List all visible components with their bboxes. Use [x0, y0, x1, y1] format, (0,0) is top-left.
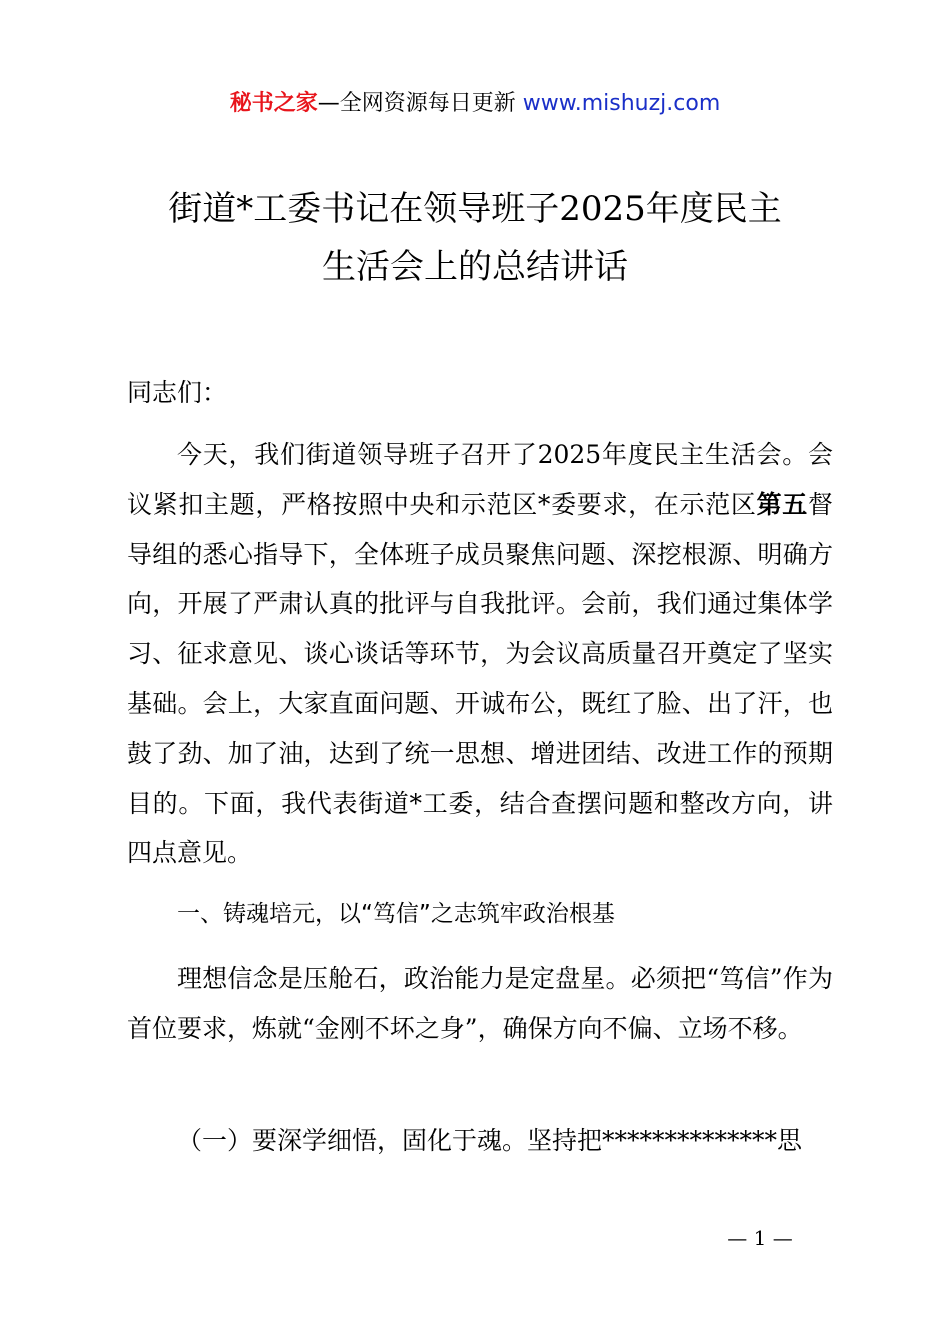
- title-line-1: 街道*工委书记在领导班子2025年度民主: [168, 189, 782, 229]
- salutation: 同志们：: [127, 378, 228, 407]
- header-tagline: —全网资源每日更新: [317, 91, 523, 116]
- paragraph-intro: [127, 430, 833, 878]
- paragraph-intro-part1: 今天，我们街道领导班子召开了2025年度民主生活会。会议紧扣主题，严格按照中央和示范区*委要求，在示范区: [127, 440, 833, 519]
- paragraph-section-1: 理想信念是压舱石，政治能力是定盘星。必须把“笃信”作为首位要求，炼就“金刚不坏之身”，确保方向不偏、立场不移。: [127, 964, 833, 1043]
- section-heading-1: 一、铸魂培元，以“笃信”之志筑牢政治根基: [177, 901, 615, 927]
- document-title: [120, 180, 830, 296]
- title-line-2: 生活会上的总结讲话: [322, 247, 628, 287]
- paragraph-intro-part2: 督导组的悉心指导下，全体班子成员聚焦问题、深挖根源、明确方向，开展了严肃认真的批评与自我批评。会前，我们通过集体学习、征求意见、谈心谈话等环节，为会议高质量召开奠定了坚实基础。会上，大家直面问题、开诚布公，既红了脸、出了汗，也鼓了劲、加了油，达到了统一思想、增进团结、改进工作的预期目的。下面，我代表街道*工委，结合查摆问题和整改方向，讲四点意见。: [127, 489, 833, 868]
- paragraph-intro-bold: 第五: [756, 489, 808, 519]
- site-header: [0, 88, 950, 120]
- page-number: — 1 —: [727, 1226, 793, 1250]
- site-url-link[interactable]: www.mishuzj.com: [522, 91, 721, 116]
- paragraph-subsection-1: （一）要深学细悟，固化于魂。坚持把**************思: [177, 1126, 803, 1155]
- brand-name: 秘书之家: [229, 91, 318, 116]
